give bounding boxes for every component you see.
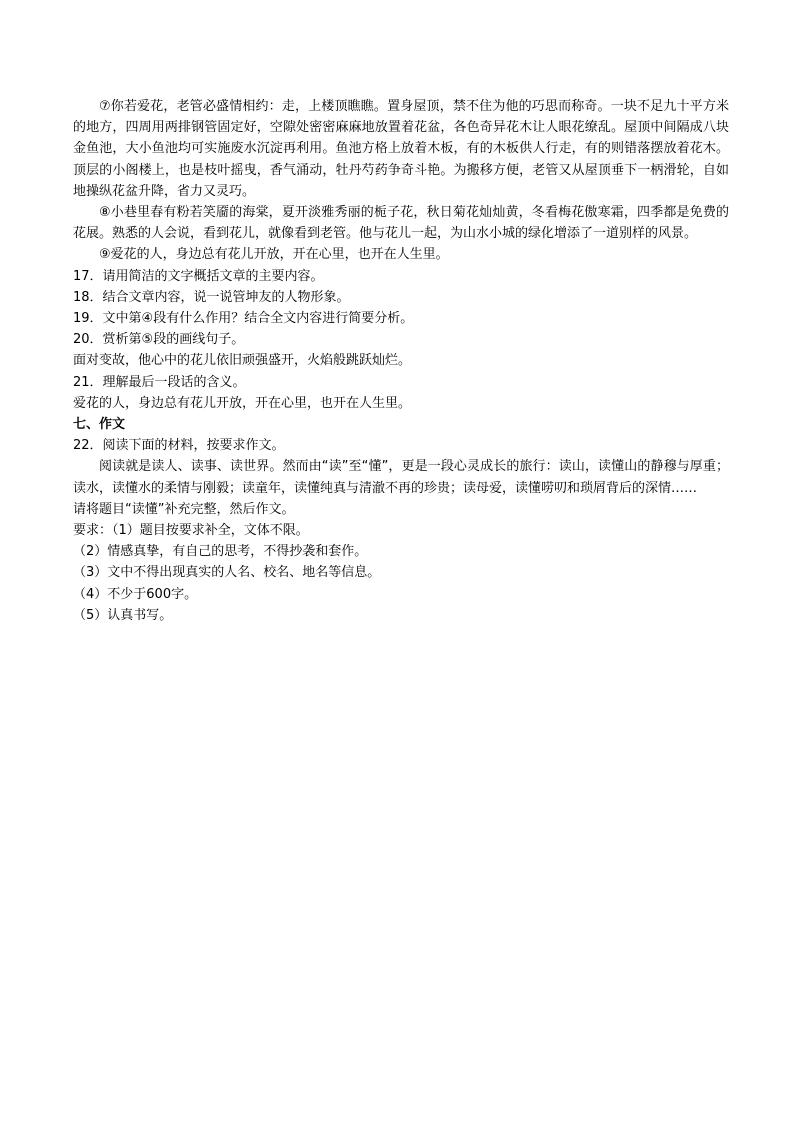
section-title-essay: 七、作文	[73, 417, 126, 433]
question-20-quote: 面对变故，他心中的花儿依旧顽强盛开，火焰般跳跃灿烂。	[73, 353, 412, 369]
paragraph-9: ⑨爱花的人，身边总有花儿开放，开在心里，也开在人生里。	[99, 247, 449, 263]
question-22: 22．阅读下面的材料，按要求作文。	[73, 438, 285, 454]
requirement-item: （2）情感真挚，有自己的思考，不得抄袭和套作。	[73, 544, 368, 560]
question-18: 18．结合文章内容，说一说管坤友的人物形象。	[73, 289, 350, 305]
question-20: 20．赏析第⑤段的画线句子。	[73, 332, 245, 348]
question-17: 17．请用简洁的文字概括文章的主要内容。	[73, 268, 324, 284]
essay-instruction: 请将题目“读懂”补充完整，然后作文。	[73, 501, 295, 517]
paragraph-8: ⑧小巷里春有粉若笑靥的海棠，夏开淡雅秀丽的栀子花，秋日菊花灿灿黄，冬看梅花傲寒霜，四季都是免费的花展。熟悉的人会说，看到花儿，就像看到老管。他与花儿一起，为山水小城的绿化增添了一道别样的风景。	[73, 205, 729, 242]
question-21: 21．理解最后一段话的含义。	[73, 374, 246, 390]
question-21-quote: 爱花的人，身边总有花儿开放，开在心里，也开在人生里。	[73, 395, 412, 411]
essay-material: 阅读就是读人、读事、读世界。然而由“读”至“懂”，更是一段心灵成长的旅行：读山，读懂山的静穆与厚重；读水，读懂水的柔情与刚毅；读童年，读懂纯真与清澈不再的珍贵；读母爱，读懂唠叨和琐屑背后的深情……	[73, 459, 729, 496]
paragraph-7: ⑦你若爱花，老管必盛情相约：走，上楼顶瞧瞧。置身屋顶，禁不住为他的巧思而称奇。一块不足九十平方米的地方，四周用两排钢管固定好，空隙处密密麻麻地放置着花盆，各色奇异花木让人眼花缭乱。屋顶中间隔成八块金鱼池，大小鱼池均可实施废水沉淀再利用。鱼池方格上放着木板，有的木板供人行走，有的则错落摆放着花木。顶层的小阁楼上，也是枝叶摇曳，香气涌动，牡丹芍药争奇斗艳。为搬移方便，老管又从屋顶垂下一柄滑轮，自如地操纵花盆升降，省力又灵巧。	[73, 99, 729, 199]
requirement-item: （4）不少于600字。	[73, 586, 198, 602]
requirement-item: （5）认真书写。	[73, 607, 173, 623]
question-19: 19．文中第④段有什么作用？结合全文内容进行简要分析。	[73, 311, 414, 327]
requirement-item: 要求：（1）题目按要求补全，文体不限。	[73, 523, 309, 539]
requirement-item: （3）文中不得出现真实的人名、校名、地名等信息。	[73, 565, 381, 581]
document-content	[73, 96, 729, 626]
